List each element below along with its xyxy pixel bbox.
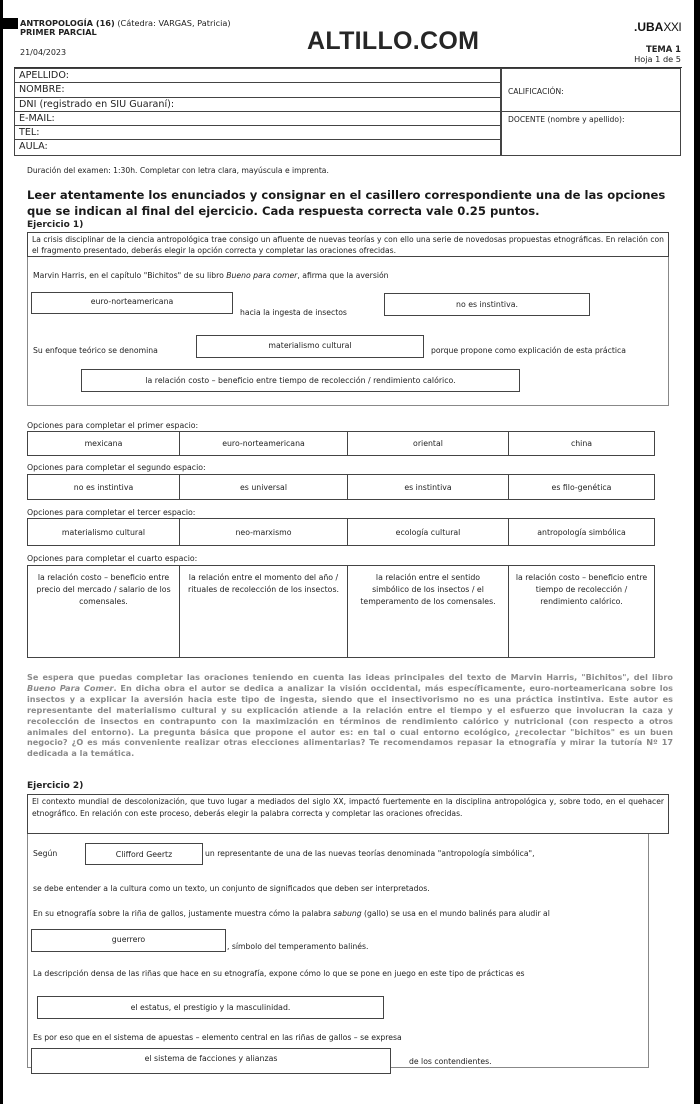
option-cell: es filo-genética bbox=[509, 475, 655, 500]
field-docente[interactable]: DOCENTE (nombre y apellido): bbox=[508, 115, 625, 124]
ex2-answer2[interactable]: guerrero bbox=[31, 929, 226, 952]
option-cell: la relación entre el sentido simbólico de los insectos / el temperamento de los comensales. bbox=[348, 566, 509, 658]
ex2-sentence2: se debe entender a la cultura como un texto, un conjunto de significados que deben ser interpretados. bbox=[33, 884, 430, 893]
ex2-answer3[interactable]: el estatus, el prestigio y la masculinidad. bbox=[37, 996, 384, 1019]
ex2-sentence3: En su etnografía sobre la riña de gallos, justamente muestra cómo la palabra sabung (gallo) se usa en el mundo balinés para aludir al bbox=[33, 909, 550, 918]
field-apellido[interactable]: APELLIDO: bbox=[15, 69, 501, 83]
options4-label: Opciones para completar el cuarto espacio: bbox=[27, 554, 198, 563]
exercise2-title: Ejercicio 2) bbox=[27, 781, 84, 791]
option-cell: neo-marxismo bbox=[180, 519, 348, 546]
option-cell: mexicana bbox=[28, 432, 180, 456]
page-edge-left bbox=[0, 0, 3, 1104]
option-cell: china bbox=[509, 432, 655, 456]
options1-label: Opciones para completar el primer espacio: bbox=[27, 421, 199, 430]
ex2-sentence4: , símbolo del temperamento balinés. bbox=[227, 942, 369, 951]
header-marker bbox=[0, 18, 18, 29]
option-cell: antropología simbólica bbox=[509, 519, 655, 546]
ex2-sentence5: La descripción densa de las riñas que hace en su etnografía, expone cómo lo que se pone en juego en este tipo de prácticas es bbox=[33, 969, 525, 978]
ex1-connector1: hacia la ingesta de insectos bbox=[240, 308, 347, 317]
exercise1-title: Ejercicio 1) bbox=[27, 220, 84, 230]
field-calificacion[interactable]: CALIFICACIÓN: bbox=[502, 69, 680, 112]
option-cell: es instintiva bbox=[348, 475, 509, 500]
instructions: Leer atentamente los enunciados y consignar en el casillero correspondiente una de las opciones que se indican al final del ejercicio. Cada respuesta correcta vale 0.25 puntos. bbox=[27, 188, 666, 218]
ex2-sentence6: Es por eso que en el sistema de apuestas – elemento central en las riñas de gallos – se expresa bbox=[33, 1033, 402, 1042]
exercise1-feedback: Se espera que puedas completar las oraciones teniendo en cuenta las ideas principales del texto de Marvin Harris, "Bichitos", del libro Bueno Para Comer. En dicha obra el autor se dedica a analizar la visión occidental, más específicamente, euro-norteamericana sobre los insectos y a explicar la aversión hacia este tipo de ingesta, siendo que el insectivorismo no es una práctica instintiva. Este autor es representante del materialismo cultural y su explicación atiende a la relación entre el tiempo y el esfuerzo que involucran la caza y recolección de insectos en contrapunto con la maximización en términos de rendimiento calórico y nutricional (con respecto a otros animales del entorno). La pregunta básica que propone el autor es: en tal o cual entorno ecológico, ¿recolectar "bichitos" es un buen negocio? ¿O es más conveniente realizar otras elecciones alimentarias? Te recomendamos repasar la etnografía y mirar la tutoría Nº 17 dedicada a la temática. bbox=[27, 672, 673, 759]
field-aula[interactable]: AULA: bbox=[15, 140, 501, 154]
ex2-answer1[interactable]: Clifford Geertz bbox=[85, 843, 203, 865]
options2-table bbox=[27, 474, 655, 500]
ex1-answer4[interactable]: la relación costo – beneficio entre tiempo de recolección / rendimiento calórico. bbox=[81, 369, 520, 392]
exam-type: PRIMER PARCIAL bbox=[20, 27, 97, 37]
option-cell: la relación entre el momento del año / rituales de recolección de los insectos. bbox=[180, 566, 348, 658]
student-info-table bbox=[14, 68, 681, 156]
field-nombre[interactable]: NOMBRE: bbox=[15, 83, 501, 97]
exam-date: 21/04/2023 bbox=[20, 48, 67, 57]
option-cell: oriental bbox=[348, 432, 509, 456]
ex1-answer1[interactable]: euro-norteamericana bbox=[31, 292, 233, 314]
ex2-sentence1b: un representante de una de las nuevas teorías denominada "antropología simbólica", bbox=[205, 849, 535, 858]
ex1-sentence2a: Su enfoque teórico se denomina bbox=[33, 346, 158, 355]
field-tel[interactable]: TEL: bbox=[15, 126, 501, 140]
options3-table bbox=[27, 518, 655, 546]
exercise2-intro: El contexto mundial de descolonización, que tuvo lugar a mediados del siglo XX, impactó fuertemente en la disciplina antropológica y, sobre todo, en el quehacer etnográfico. En relación con este proceso, deberás elegir la palabra correcta y completar las oraciones ofrecidas. bbox=[27, 794, 669, 834]
option-cell: no es instintiva bbox=[28, 475, 180, 500]
uba-logo: .UBAXXI bbox=[634, 20, 682, 34]
ex2-answer4[interactable]: el sistema de facciones y alianzas bbox=[31, 1048, 391, 1074]
tema-label: TEMA 1 bbox=[646, 44, 681, 54]
exercise2-body bbox=[27, 834, 649, 1068]
option-cell: materialismo cultural bbox=[28, 519, 180, 546]
option-cell: es universal bbox=[180, 475, 348, 500]
exam-duration: Duración del examen: 1:30h. Completar con letra clara, mayúscula e imprenta. bbox=[27, 166, 329, 175]
option-cell: euro-norteamericana bbox=[180, 432, 348, 456]
exercise1-intro: La crisis disciplinar de la ciencia antropológica trae consigo un afluente de nuevas teorías y con ello una serie de novedosas propuestas etnográficas. En relación con el fragmento presentado, deberás elegir la opción correcta y completar las oraciones ofrecidas. bbox=[27, 232, 669, 257]
option-cell: la relación costo – beneficio entre tiempo de recolección / rendimiento calórico. bbox=[509, 566, 655, 658]
option-cell: la relación costo – beneficio entre precio del mercado / salario de los comensales. bbox=[28, 566, 180, 658]
options2-label: Opciones para completar el segundo espacio: bbox=[27, 463, 206, 472]
page-edge-right bbox=[694, 0, 700, 1104]
options3-label: Opciones para completar el tercer espacio: bbox=[27, 508, 196, 517]
ex1-sentence2b: porque propone como explicación de esta práctica bbox=[431, 346, 626, 355]
field-email[interactable]: E-MAIL: bbox=[15, 112, 501, 126]
ex1-answer3[interactable]: materialismo cultural bbox=[196, 335, 424, 358]
option-cell: ecología cultural bbox=[348, 519, 509, 546]
ex1-sentence1: Marvin Harris, en el capítulo "Bichitos" de su libro Bueno para comer, afirma que la aversión bbox=[33, 271, 389, 280]
options4-table bbox=[27, 565, 655, 658]
site-logo: ALTILLO.COM bbox=[307, 27, 480, 55]
field-dni[interactable]: DNI (registrado en SIU Guaraní): bbox=[15, 98, 501, 112]
options1-table bbox=[27, 431, 655, 456]
ex2-sentence1a: Según bbox=[33, 849, 58, 858]
ex1-answer2[interactable]: no es instintiva. bbox=[384, 293, 590, 316]
page-counter: Hoja 1 de 5 bbox=[634, 54, 681, 64]
ex2-sentence7: de los contendientes. bbox=[409, 1057, 492, 1066]
exercise1-body bbox=[27, 257, 669, 406]
course-title: ANTROPOLOGÍA (16) (Cátedra: VARGAS, Patricia) bbox=[20, 18, 231, 28]
